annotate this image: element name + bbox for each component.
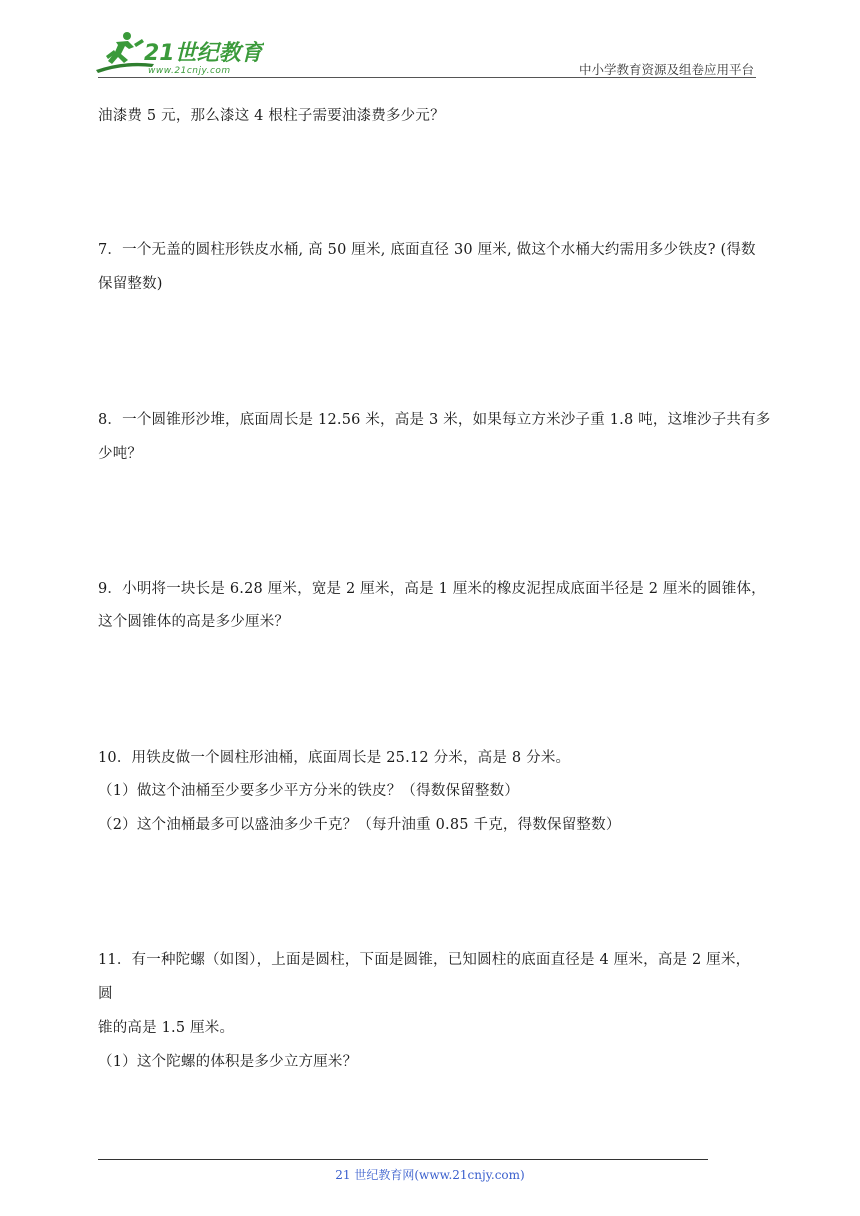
question-11-line-3: 锥的高是 1.5 厘米。 xyxy=(98,1020,235,1036)
question-11-part-1: （1）这个陀螺的体积是多少立方厘米？ xyxy=(98,1054,358,1070)
question-7-line-1: 7．一个无盖的圆柱形铁皮水桶, 高 50 厘米, 底面直径 30 厘米, 做这个水桶大约需用多少铁皮? (得数 xyxy=(98,242,756,258)
runner-icon xyxy=(106,32,144,64)
question-10-part-2: （2）这个油桶最多可以盛油多少千克？（每升油重 0.85 千克，得数保留整数） xyxy=(98,817,621,833)
question-7-line-2: 保留整数) xyxy=(98,276,163,292)
logo-url: www.21cnjy.com xyxy=(148,66,231,76)
question-8-line-2: 少吨？ xyxy=(98,446,143,462)
site-logo[interactable] xyxy=(94,30,264,78)
header-divider xyxy=(98,77,756,78)
question-9-line-1: 9．小明将一块长是 6.28 厘米，宽是 2 厘米，高是 1 厘米的橡皮泥捏成底面半径是 2 厘米的圆锥体， xyxy=(98,581,766,597)
question-11-line-1: 11．有一种陀螺（如图），上面是圆柱，下面是圆锥，已知圆柱的底面直径是 4 厘米，高是 2 厘米， xyxy=(98,952,751,968)
question-11-line-2: 圆 xyxy=(98,986,113,1002)
question-10-part-1: （1）做这个油桶至少要多少平方分米的铁皮？（得数保留整数） xyxy=(98,783,520,799)
platform-name: 中小学教育资源及组卷应用平台 xyxy=(578,62,754,77)
text-line: 油漆费 5 元，那么漆这 4 根柱子需要油漆费多少元？ xyxy=(98,108,445,124)
question-9-line-2: 这个圆锥体的高是多少厘米？ xyxy=(98,614,290,630)
footer-link[interactable]: 21 世纪教育网(www.21cnjy.com) xyxy=(335,1168,525,1182)
question-10-line-1: 10．用铁皮做一个圆柱形油桶，底面周长是 25.12 分米，高是 8 分米。 xyxy=(98,750,571,766)
logo-graphic xyxy=(94,30,264,78)
question-8-line-1: 8．一个圆锥形沙堆，底面周长是 12.56 米，高是 3 米，如果每立方米沙子重 1.8 吨，这堆沙子共有多 xyxy=(98,412,771,428)
footer-divider xyxy=(98,1159,708,1160)
logo-text: 21世纪教育 xyxy=(144,41,263,66)
page-header xyxy=(0,0,860,80)
